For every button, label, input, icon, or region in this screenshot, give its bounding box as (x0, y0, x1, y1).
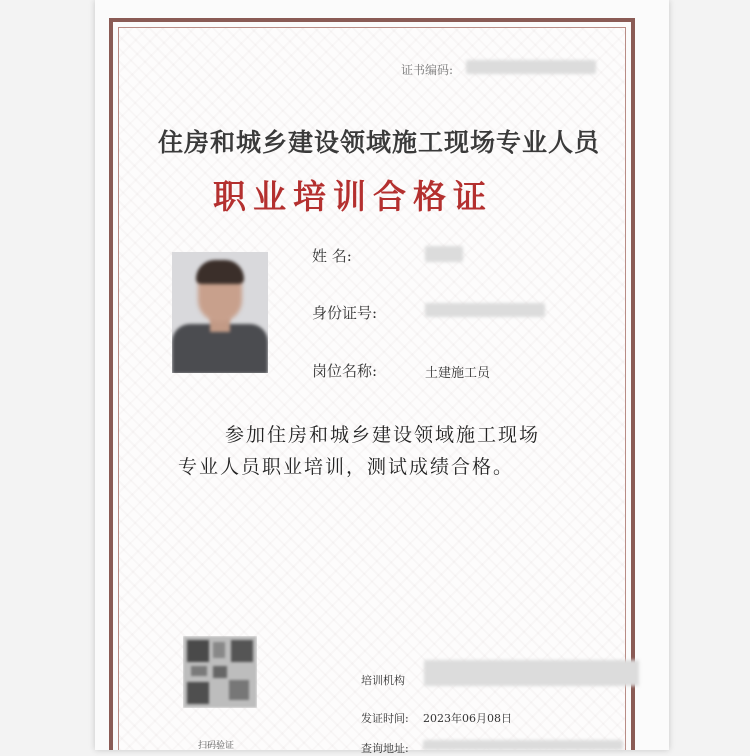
name-value-redacted (425, 246, 463, 262)
certificate-title: 住房和城乡建设领域施工现场专业人员 (158, 128, 601, 157)
query-address-redacted (423, 740, 623, 750)
body-text-line1: 参加住房和城乡建设领域施工现场 (225, 424, 541, 446)
qr-code[interactable] (183, 636, 257, 708)
issue-date-label: 发证时间: (361, 712, 409, 725)
name-label: 姓 名: (312, 247, 352, 265)
holder-photo (172, 252, 268, 373)
body-text-line2: 专业人员职业培训，测试成绩合格。 (178, 456, 515, 478)
position-label: 岗位名称: (312, 362, 378, 380)
training-org-label: 培训机构 (361, 674, 405, 687)
training-org-redacted (424, 660, 639, 686)
id-number-label: 身份证号: (312, 304, 378, 322)
issue-date-value: 2023年06月08日 (423, 712, 512, 725)
query-address-label: 查询地址: (361, 742, 409, 755)
qr-caption: 扫码验证 (198, 741, 235, 751)
position-value: 土建施工员 (425, 366, 491, 381)
id-number-redacted (425, 303, 545, 317)
certificate-number-label: 证书编码: (401, 63, 454, 77)
certificate-subtitle: 职业培训合格证 (213, 177, 493, 216)
certificate-number-redacted (466, 60, 596, 74)
